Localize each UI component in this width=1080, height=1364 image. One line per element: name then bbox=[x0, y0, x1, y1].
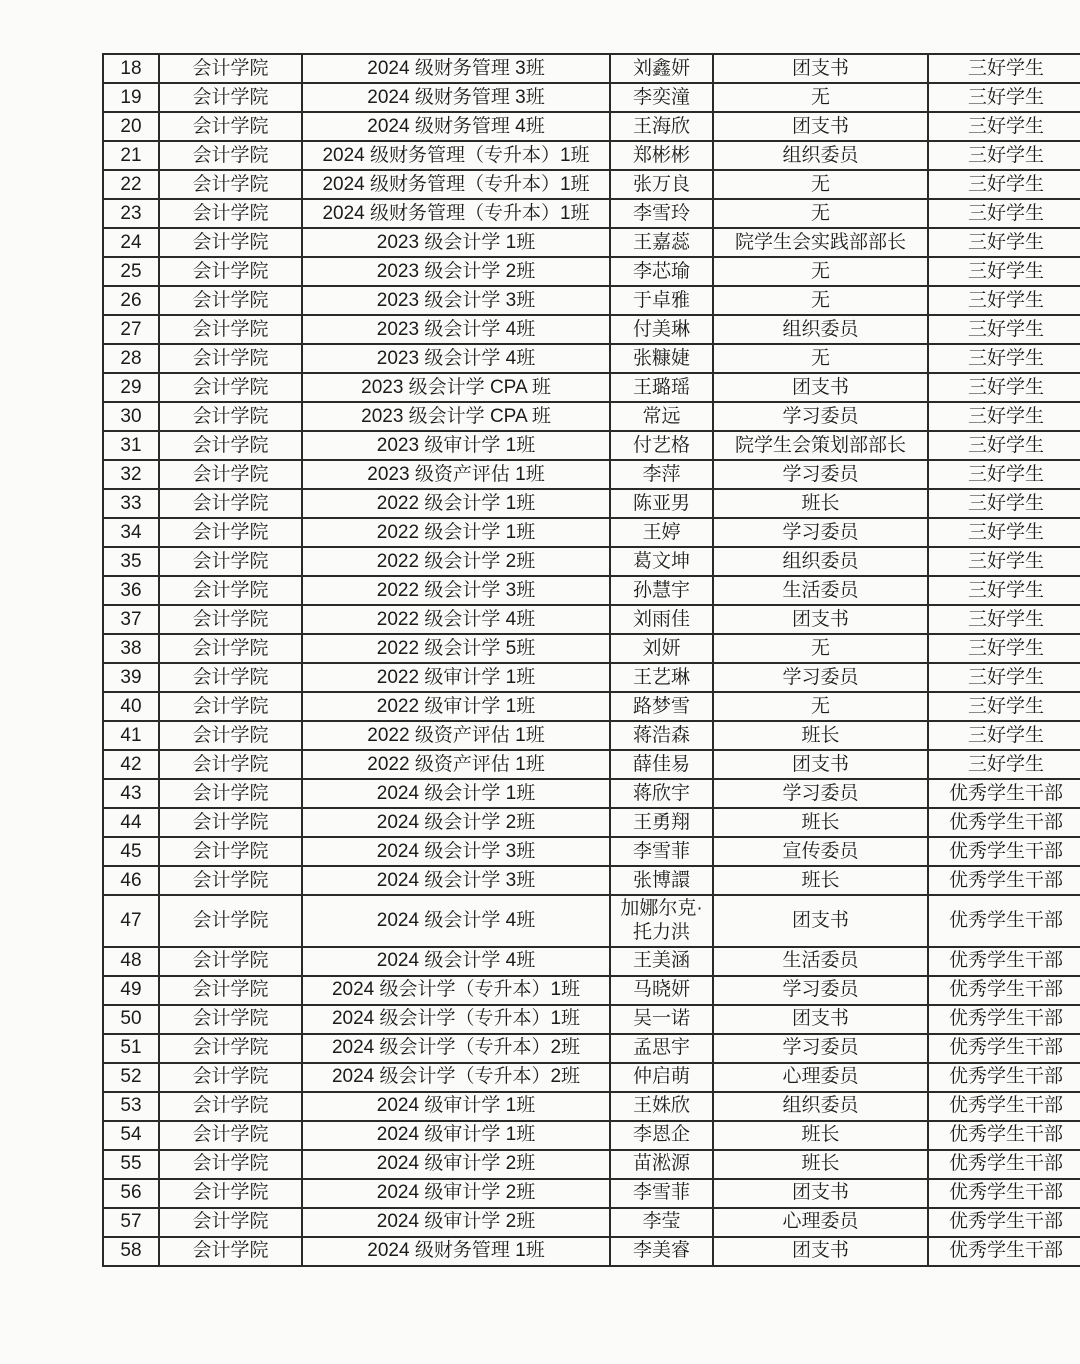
cell-row-number: 47 bbox=[103, 895, 159, 947]
table-row bbox=[103, 837, 1080, 866]
cell-award: 三好学生 bbox=[928, 721, 1080, 750]
cell-position: 心理委员 bbox=[713, 1063, 928, 1092]
table-row bbox=[103, 634, 1080, 663]
cell-college: 会计学院 bbox=[159, 779, 302, 808]
cell-row-number: 32 bbox=[103, 460, 159, 489]
cell-position: 生活委员 bbox=[713, 576, 928, 605]
table-row bbox=[103, 605, 1080, 634]
cell-row-number: 58 bbox=[103, 1237, 159, 1266]
cell-name: 刘鑫妍 bbox=[610, 54, 713, 83]
cell-name: 李恩企 bbox=[610, 1121, 713, 1150]
cell-award: 三好学生 bbox=[928, 112, 1080, 141]
table-row bbox=[103, 692, 1080, 721]
cell-college: 会计学院 bbox=[159, 402, 302, 431]
cell-row-number: 57 bbox=[103, 1208, 159, 1237]
cell-award: 三好学生 bbox=[928, 402, 1080, 431]
cell-class: 2022 级会计学 4班 bbox=[302, 605, 610, 634]
awards-table-body bbox=[103, 54, 1080, 1266]
cell-row-number: 48 bbox=[103, 947, 159, 976]
cell-row-number: 41 bbox=[103, 721, 159, 750]
cell-position: 团支书 bbox=[713, 54, 928, 83]
table-row bbox=[103, 663, 1080, 692]
cell-award: 优秀学生干部 bbox=[928, 837, 1080, 866]
cell-row-number: 43 bbox=[103, 779, 159, 808]
cell-row-number: 54 bbox=[103, 1121, 159, 1150]
cell-college: 会计学院 bbox=[159, 605, 302, 634]
cell-position: 团支书 bbox=[713, 1005, 928, 1034]
cell-position: 心理委员 bbox=[713, 1208, 928, 1237]
cell-award: 优秀学生干部 bbox=[928, 808, 1080, 837]
cell-award: 优秀学生干部 bbox=[928, 1121, 1080, 1150]
cell-college: 会计学院 bbox=[159, 83, 302, 112]
cell-class: 2024 级财务管理 1班 bbox=[302, 1237, 610, 1266]
cell-row-number: 42 bbox=[103, 750, 159, 779]
cell-college: 会计学院 bbox=[159, 663, 302, 692]
cell-position: 学习委员 bbox=[713, 1034, 928, 1063]
cell-college: 会计学院 bbox=[159, 634, 302, 663]
cell-college: 会计学院 bbox=[159, 866, 302, 895]
cell-position: 学习委员 bbox=[713, 779, 928, 808]
cell-name: 孙慧宇 bbox=[610, 576, 713, 605]
cell-position: 无 bbox=[713, 344, 928, 373]
cell-class: 2022 级会计学 5班 bbox=[302, 634, 610, 663]
cell-award: 三好学生 bbox=[928, 54, 1080, 83]
cell-award: 三好学生 bbox=[928, 576, 1080, 605]
cell-college: 会计学院 bbox=[159, 837, 302, 866]
table-row bbox=[103, 1237, 1080, 1266]
table-row bbox=[103, 54, 1080, 83]
student-awards-table bbox=[102, 53, 1080, 1267]
cell-class: 2024 级审计学 1班 bbox=[302, 1092, 610, 1121]
cell-award: 三好学生 bbox=[928, 83, 1080, 112]
cell-award: 三好学生 bbox=[928, 286, 1080, 315]
cell-name: 张博譞 bbox=[610, 866, 713, 895]
cell-class: 2024 级财务管理（专升本）1班 bbox=[302, 199, 610, 228]
cell-name: 李萍 bbox=[610, 460, 713, 489]
cell-row-number: 35 bbox=[103, 547, 159, 576]
cell-award: 三好学生 bbox=[928, 141, 1080, 170]
cell-college: 会计学院 bbox=[159, 750, 302, 779]
cell-award: 优秀学生干部 bbox=[928, 1179, 1080, 1208]
cell-class: 2024 级审计学 2班 bbox=[302, 1208, 610, 1237]
cell-college: 会计学院 bbox=[159, 1034, 302, 1063]
cell-college: 会计学院 bbox=[159, 518, 302, 547]
cell-position: 团支书 bbox=[713, 373, 928, 402]
cell-name: 李雪玲 bbox=[610, 199, 713, 228]
cell-award: 三好学生 bbox=[928, 518, 1080, 547]
cell-name: 李雪菲 bbox=[610, 1179, 713, 1208]
cell-position: 班长 bbox=[713, 1121, 928, 1150]
cell-name: 马晓妍 bbox=[610, 976, 713, 1005]
cell-class: 2024 级财务管理 4班 bbox=[302, 112, 610, 141]
cell-class: 2024 级审计学 1班 bbox=[302, 1121, 610, 1150]
cell-award: 优秀学生干部 bbox=[928, 947, 1080, 976]
cell-college: 会计学院 bbox=[159, 947, 302, 976]
table-row bbox=[103, 895, 1080, 947]
table-row bbox=[103, 228, 1080, 257]
cell-name: 王嘉蕊 bbox=[610, 228, 713, 257]
cell-position: 无 bbox=[713, 199, 928, 228]
cell-row-number: 19 bbox=[103, 83, 159, 112]
cell-row-number: 33 bbox=[103, 489, 159, 518]
cell-position: 团支书 bbox=[713, 895, 928, 947]
cell-row-number: 20 bbox=[103, 112, 159, 141]
cell-position: 无 bbox=[713, 170, 928, 199]
cell-row-number: 28 bbox=[103, 344, 159, 373]
table-row bbox=[103, 779, 1080, 808]
table-row bbox=[103, 141, 1080, 170]
cell-position: 班长 bbox=[713, 721, 928, 750]
cell-class: 2022 级会计学 2班 bbox=[302, 547, 610, 576]
cell-college: 会计学院 bbox=[159, 170, 302, 199]
table-row bbox=[103, 576, 1080, 605]
cell-position: 学习委员 bbox=[713, 402, 928, 431]
cell-class: 2022 级会计学 1班 bbox=[302, 489, 610, 518]
cell-class: 2024 级会计学 2班 bbox=[302, 808, 610, 837]
cell-name: 刘妍 bbox=[610, 634, 713, 663]
cell-class: 2024 级财务管理（专升本）1班 bbox=[302, 141, 610, 170]
table-row bbox=[103, 947, 1080, 976]
cell-position: 团支书 bbox=[713, 112, 928, 141]
cell-row-number: 27 bbox=[103, 315, 159, 344]
cell-class: 2022 级资产评估 1班 bbox=[302, 721, 610, 750]
cell-college: 会计学院 bbox=[159, 895, 302, 947]
cell-row-number: 37 bbox=[103, 605, 159, 634]
cell-name: 苗淞源 bbox=[610, 1150, 713, 1179]
cell-class: 2024 级会计学（专升本）1班 bbox=[302, 976, 610, 1005]
cell-name: 王美涵 bbox=[610, 947, 713, 976]
cell-class: 2024 级财务管理 3班 bbox=[302, 83, 610, 112]
cell-position: 组织委员 bbox=[713, 547, 928, 576]
cell-class: 2023 级资产评估 1班 bbox=[302, 460, 610, 489]
cell-college: 会计学院 bbox=[159, 1150, 302, 1179]
cell-row-number: 23 bbox=[103, 199, 159, 228]
cell-row-number: 24 bbox=[103, 228, 159, 257]
cell-row-number: 49 bbox=[103, 976, 159, 1005]
cell-name: 王勇翔 bbox=[610, 808, 713, 837]
cell-college: 会计学院 bbox=[159, 373, 302, 402]
cell-college: 会计学院 bbox=[159, 431, 302, 460]
cell-award: 优秀学生干部 bbox=[928, 779, 1080, 808]
cell-name: 李奕潼 bbox=[610, 83, 713, 112]
cell-position: 无 bbox=[713, 83, 928, 112]
cell-name: 张万良 bbox=[610, 170, 713, 199]
cell-row-number: 50 bbox=[103, 1005, 159, 1034]
cell-position: 组织委员 bbox=[713, 315, 928, 344]
cell-name: 加娜尔克·托力洪 bbox=[610, 895, 713, 947]
cell-name: 路梦雪 bbox=[610, 692, 713, 721]
cell-name: 王艺琳 bbox=[610, 663, 713, 692]
cell-award: 优秀学生干部 bbox=[928, 1063, 1080, 1092]
cell-award: 优秀学生干部 bbox=[928, 1150, 1080, 1179]
cell-class: 2024 级会计学（专升本）2班 bbox=[302, 1034, 610, 1063]
cell-position: 院学生会策划部部长 bbox=[713, 431, 928, 460]
cell-class: 2024 级审计学 2班 bbox=[302, 1150, 610, 1179]
cell-name: 李莹 bbox=[610, 1208, 713, 1237]
cell-name: 郑彬彬 bbox=[610, 141, 713, 170]
cell-class: 2023 级会计学 CPA 班 bbox=[302, 402, 610, 431]
cell-position: 组织委员 bbox=[713, 141, 928, 170]
cell-position: 院学生会实践部部长 bbox=[713, 228, 928, 257]
table-row bbox=[103, 257, 1080, 286]
cell-position: 学习委员 bbox=[713, 976, 928, 1005]
cell-row-number: 34 bbox=[103, 518, 159, 547]
cell-row-number: 44 bbox=[103, 808, 159, 837]
cell-row-number: 21 bbox=[103, 141, 159, 170]
table-row bbox=[103, 1121, 1080, 1150]
cell-row-number: 52 bbox=[103, 1063, 159, 1092]
cell-row-number: 18 bbox=[103, 54, 159, 83]
cell-name: 王婷 bbox=[610, 518, 713, 547]
table-row bbox=[103, 344, 1080, 373]
cell-position: 宣传委员 bbox=[713, 837, 928, 866]
cell-position: 无 bbox=[713, 634, 928, 663]
cell-college: 会计学院 bbox=[159, 547, 302, 576]
cell-award: 优秀学生干部 bbox=[928, 895, 1080, 947]
cell-row-number: 26 bbox=[103, 286, 159, 315]
cell-college: 会计学院 bbox=[159, 1063, 302, 1092]
cell-class: 2024 级会计学 3班 bbox=[302, 837, 610, 866]
cell-position: 组织委员 bbox=[713, 1092, 928, 1121]
table-row bbox=[103, 170, 1080, 199]
cell-row-number: 46 bbox=[103, 866, 159, 895]
cell-class: 2023 级审计学 1班 bbox=[302, 431, 610, 460]
table-row bbox=[103, 489, 1080, 518]
cell-class: 2023 级会计学 4班 bbox=[302, 344, 610, 373]
cell-class: 2022 级资产评估 1班 bbox=[302, 750, 610, 779]
cell-position: 无 bbox=[713, 692, 928, 721]
cell-class: 2024 级财务管理 3班 bbox=[302, 54, 610, 83]
table-row bbox=[103, 286, 1080, 315]
cell-college: 会计学院 bbox=[159, 692, 302, 721]
cell-class: 2024 级会计学 4班 bbox=[302, 947, 610, 976]
cell-position: 生活委员 bbox=[713, 947, 928, 976]
table-row bbox=[103, 373, 1080, 402]
table-row bbox=[103, 83, 1080, 112]
cell-award: 三好学生 bbox=[928, 460, 1080, 489]
cell-name: 刘雨佳 bbox=[610, 605, 713, 634]
cell-class: 2024 级会计学（专升本）2班 bbox=[302, 1063, 610, 1092]
cell-award: 三好学生 bbox=[928, 605, 1080, 634]
table-row bbox=[103, 112, 1080, 141]
cell-class: 2024 级会计学（专升本）1班 bbox=[302, 1005, 610, 1034]
table-row bbox=[103, 547, 1080, 576]
cell-row-number: 25 bbox=[103, 257, 159, 286]
cell-award: 三好学生 bbox=[928, 257, 1080, 286]
cell-position: 班长 bbox=[713, 866, 928, 895]
cell-award: 优秀学生干部 bbox=[928, 1005, 1080, 1034]
cell-college: 会计学院 bbox=[159, 976, 302, 1005]
cell-row-number: 53 bbox=[103, 1092, 159, 1121]
cell-name: 王璐瑶 bbox=[610, 373, 713, 402]
cell-position: 团支书 bbox=[713, 750, 928, 779]
cell-college: 会计学院 bbox=[159, 1092, 302, 1121]
cell-award: 三好学生 bbox=[928, 634, 1080, 663]
cell-row-number: 45 bbox=[103, 837, 159, 866]
cell-name: 吴一诺 bbox=[610, 1005, 713, 1034]
cell-college: 会计学院 bbox=[159, 1208, 302, 1237]
cell-position: 学习委员 bbox=[713, 460, 928, 489]
cell-name: 李美睿 bbox=[610, 1237, 713, 1266]
cell-award: 三好学生 bbox=[928, 750, 1080, 779]
cell-name: 蒋浩森 bbox=[610, 721, 713, 750]
cell-award: 优秀学生干部 bbox=[928, 1237, 1080, 1266]
cell-position: 班长 bbox=[713, 808, 928, 837]
cell-award: 三好学生 bbox=[928, 344, 1080, 373]
cell-row-number: 40 bbox=[103, 692, 159, 721]
table-row bbox=[103, 1208, 1080, 1237]
cell-name: 陈亚男 bbox=[610, 489, 713, 518]
cell-name: 仲启萌 bbox=[610, 1063, 713, 1092]
cell-position: 班长 bbox=[713, 489, 928, 518]
cell-award: 优秀学生干部 bbox=[928, 866, 1080, 895]
cell-college: 会计学院 bbox=[159, 199, 302, 228]
cell-college: 会计学院 bbox=[159, 1005, 302, 1034]
cell-class: 2022 级会计学 3班 bbox=[302, 576, 610, 605]
table-row bbox=[103, 518, 1080, 547]
cell-college: 会计学院 bbox=[159, 141, 302, 170]
cell-row-number: 29 bbox=[103, 373, 159, 402]
cell-college: 会计学院 bbox=[159, 489, 302, 518]
cell-position: 学习委员 bbox=[713, 518, 928, 547]
cell-row-number: 51 bbox=[103, 1034, 159, 1063]
cell-award: 优秀学生干部 bbox=[928, 1092, 1080, 1121]
cell-name: 王姝欣 bbox=[610, 1092, 713, 1121]
cell-award: 三好学生 bbox=[928, 228, 1080, 257]
cell-name: 常远 bbox=[610, 402, 713, 431]
cell-position: 团支书 bbox=[713, 1237, 928, 1266]
table-row bbox=[103, 431, 1080, 460]
cell-row-number: 30 bbox=[103, 402, 159, 431]
cell-row-number: 38 bbox=[103, 634, 159, 663]
cell-award: 三好学生 bbox=[928, 373, 1080, 402]
cell-college: 会计学院 bbox=[159, 112, 302, 141]
cell-class: 2024 级财务管理（专升本）1班 bbox=[302, 170, 610, 199]
table-row bbox=[103, 721, 1080, 750]
cell-row-number: 55 bbox=[103, 1150, 159, 1179]
cell-college: 会计学院 bbox=[159, 1237, 302, 1266]
cell-name: 薛佳易 bbox=[610, 750, 713, 779]
cell-position: 无 bbox=[713, 286, 928, 315]
cell-position: 学习委员 bbox=[713, 663, 928, 692]
cell-award: 三好学生 bbox=[928, 547, 1080, 576]
cell-college: 会计学院 bbox=[159, 1121, 302, 1150]
table-row bbox=[103, 808, 1080, 837]
cell-award: 优秀学生干部 bbox=[928, 1034, 1080, 1063]
cell-row-number: 22 bbox=[103, 170, 159, 199]
cell-position: 班长 bbox=[713, 1150, 928, 1179]
cell-college: 会计学院 bbox=[159, 721, 302, 750]
cell-position: 团支书 bbox=[713, 605, 928, 634]
table-row bbox=[103, 1063, 1080, 1092]
cell-award: 三好学生 bbox=[928, 170, 1080, 199]
cell-award: 三好学生 bbox=[928, 199, 1080, 228]
cell-award: 三好学生 bbox=[928, 692, 1080, 721]
cell-award: 三好学生 bbox=[928, 315, 1080, 344]
table-row bbox=[103, 315, 1080, 344]
cell-class: 2023 级会计学 4班 bbox=[302, 315, 610, 344]
cell-row-number: 36 bbox=[103, 576, 159, 605]
cell-college: 会计学院 bbox=[159, 257, 302, 286]
table-row bbox=[103, 1179, 1080, 1208]
table-row bbox=[103, 1092, 1080, 1121]
cell-award: 三好学生 bbox=[928, 489, 1080, 518]
cell-name: 葛文坤 bbox=[610, 547, 713, 576]
cell-college: 会计学院 bbox=[159, 228, 302, 257]
cell-position: 无 bbox=[713, 257, 928, 286]
cell-class: 2024 级审计学 2班 bbox=[302, 1179, 610, 1208]
cell-class: 2022 级审计学 1班 bbox=[302, 692, 610, 721]
cell-award: 三好学生 bbox=[928, 431, 1080, 460]
cell-row-number: 31 bbox=[103, 431, 159, 460]
cell-name: 蒋欣宇 bbox=[610, 779, 713, 808]
cell-name: 孟思宇 bbox=[610, 1034, 713, 1063]
cell-class: 2024 级会计学 1班 bbox=[302, 779, 610, 808]
table-row bbox=[103, 1150, 1080, 1179]
cell-class: 2023 级会计学 2班 bbox=[302, 257, 610, 286]
cell-class: 2023 级会计学 3班 bbox=[302, 286, 610, 315]
cell-name: 李雪菲 bbox=[610, 837, 713, 866]
cell-class: 2023 级会计学 1班 bbox=[302, 228, 610, 257]
cell-class: 2022 级审计学 1班 bbox=[302, 663, 610, 692]
table-row bbox=[103, 460, 1080, 489]
cell-college: 会计学院 bbox=[159, 344, 302, 373]
cell-name: 张糠婕 bbox=[610, 344, 713, 373]
cell-college: 会计学院 bbox=[159, 315, 302, 344]
cell-position: 团支书 bbox=[713, 1179, 928, 1208]
cell-class: 2024 级会计学 3班 bbox=[302, 866, 610, 895]
cell-college: 会计学院 bbox=[159, 808, 302, 837]
cell-award: 优秀学生干部 bbox=[928, 1208, 1080, 1237]
table-row bbox=[103, 402, 1080, 431]
table-row bbox=[103, 866, 1080, 895]
cell-row-number: 39 bbox=[103, 663, 159, 692]
cell-award: 优秀学生干部 bbox=[928, 976, 1080, 1005]
cell-name: 王海欣 bbox=[610, 112, 713, 141]
cell-college: 会计学院 bbox=[159, 460, 302, 489]
cell-college: 会计学院 bbox=[159, 54, 302, 83]
cell-name: 付艺格 bbox=[610, 431, 713, 460]
cell-award: 三好学生 bbox=[928, 663, 1080, 692]
cell-row-number: 56 bbox=[103, 1179, 159, 1208]
cell-college: 会计学院 bbox=[159, 576, 302, 605]
table-row bbox=[103, 1005, 1080, 1034]
cell-name: 付美琳 bbox=[610, 315, 713, 344]
cell-name: 于卓雅 bbox=[610, 286, 713, 315]
table-row bbox=[103, 976, 1080, 1005]
cell-college: 会计学院 bbox=[159, 286, 302, 315]
table-row bbox=[103, 199, 1080, 228]
table-row bbox=[103, 1034, 1080, 1063]
cell-college: 会计学院 bbox=[159, 1179, 302, 1208]
table-row bbox=[103, 750, 1080, 779]
cell-class: 2023 级会计学 CPA 班 bbox=[302, 373, 610, 402]
cell-class: 2022 级会计学 1班 bbox=[302, 518, 610, 547]
cell-class: 2024 级会计学 4班 bbox=[302, 895, 610, 947]
cell-name: 李芯瑜 bbox=[610, 257, 713, 286]
